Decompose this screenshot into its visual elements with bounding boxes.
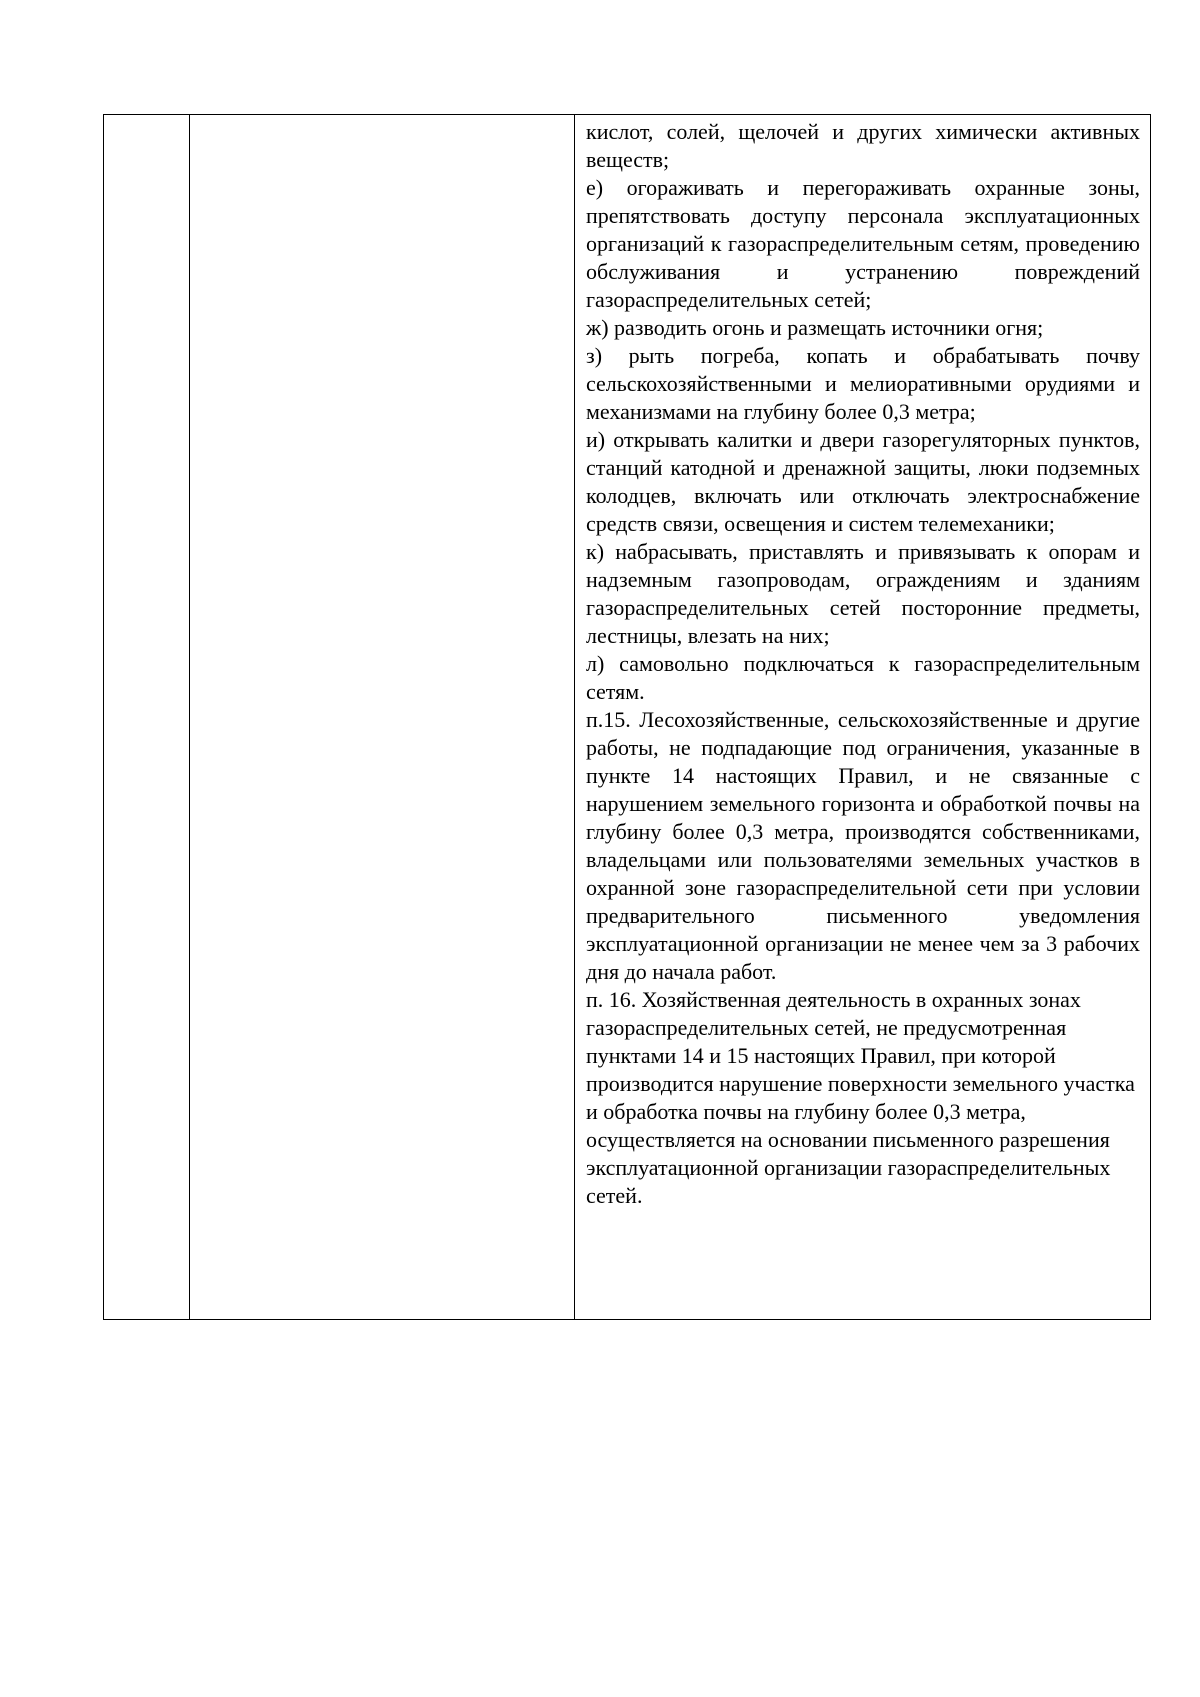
paragraph-zh-fire: ж) разводить огонь и размещать источники огня; [586, 315, 1044, 340]
paragraph-i-doors: и) открывать калитки и двери газорегуляторных пунктов, станций катодной и дренажной защиты, люки подземных колодцев, включать или отключать электроснабжение средств связи, освещения и систем телемеханики; [586, 427, 1140, 536]
paragraph-z-digging: з) рыть погреба, копать и обрабатывать почву сельскохозяйственными и мелиоративными орудиями и механизмами на глубину более 0,3 метра; [586, 343, 1140, 424]
table-cell-title [190, 115, 575, 1319]
table-cell-number [104, 115, 190, 1319]
table-cell-content [575, 115, 1150, 1319]
paragraph-item-15: п.15. Лесохозяйственные, сельскохозяйственные и другие работы, не подпадающие под ограничения, указанные в пункте 14 настоящих Правил, и не связанные с нарушением земельного горизонта и обработкой почвы на глубину более 0,3 метра, производятся собственниками, владельцами или пользователями земельных участков в охранной зоне газораспределительной сети при условии предварительного письменного уведомления эксплуатационной организации не менее чем за 3 рабочих дня до начала работ. [586, 707, 1140, 984]
paragraph-item-16: п. 16. Хозяйственная деятельность в охранных зонах газораспределительных сетей, не предусмотренная пунктами 14 и 15 настоящих Правил, при которой производится нарушение поверхности земельного участка и обработка почвы на глубину более 0,3 метра, осуществляется на основании письменного разрешения эксплуатационной организации газораспределительных сетей. [586, 987, 1135, 1208]
regulations-table [103, 114, 1151, 1320]
paragraph-l-connecting: л) самовольно подключаться к газораспределительным сетям. [586, 651, 1140, 704]
paragraph-e-fencing: е) огораживать и перегораживать охранные зоны, препятствовать доступу персонала эксплуатационных организаций к газораспределительным сетям, проведению обслуживания и устранению повреждений газораспределительных сетей; [586, 175, 1140, 312]
paragraph-k-objects: к) набрасывать, приставлять и привязывать к опорам и надземным газопроводам, ограждениям и зданиям газораспределительных сетей посторонние предметы, лестницы, влезать на них; [586, 539, 1140, 648]
paragraph-chemicals: кислот, солей, щелочей и других химически активных веществ; [586, 119, 1140, 172]
